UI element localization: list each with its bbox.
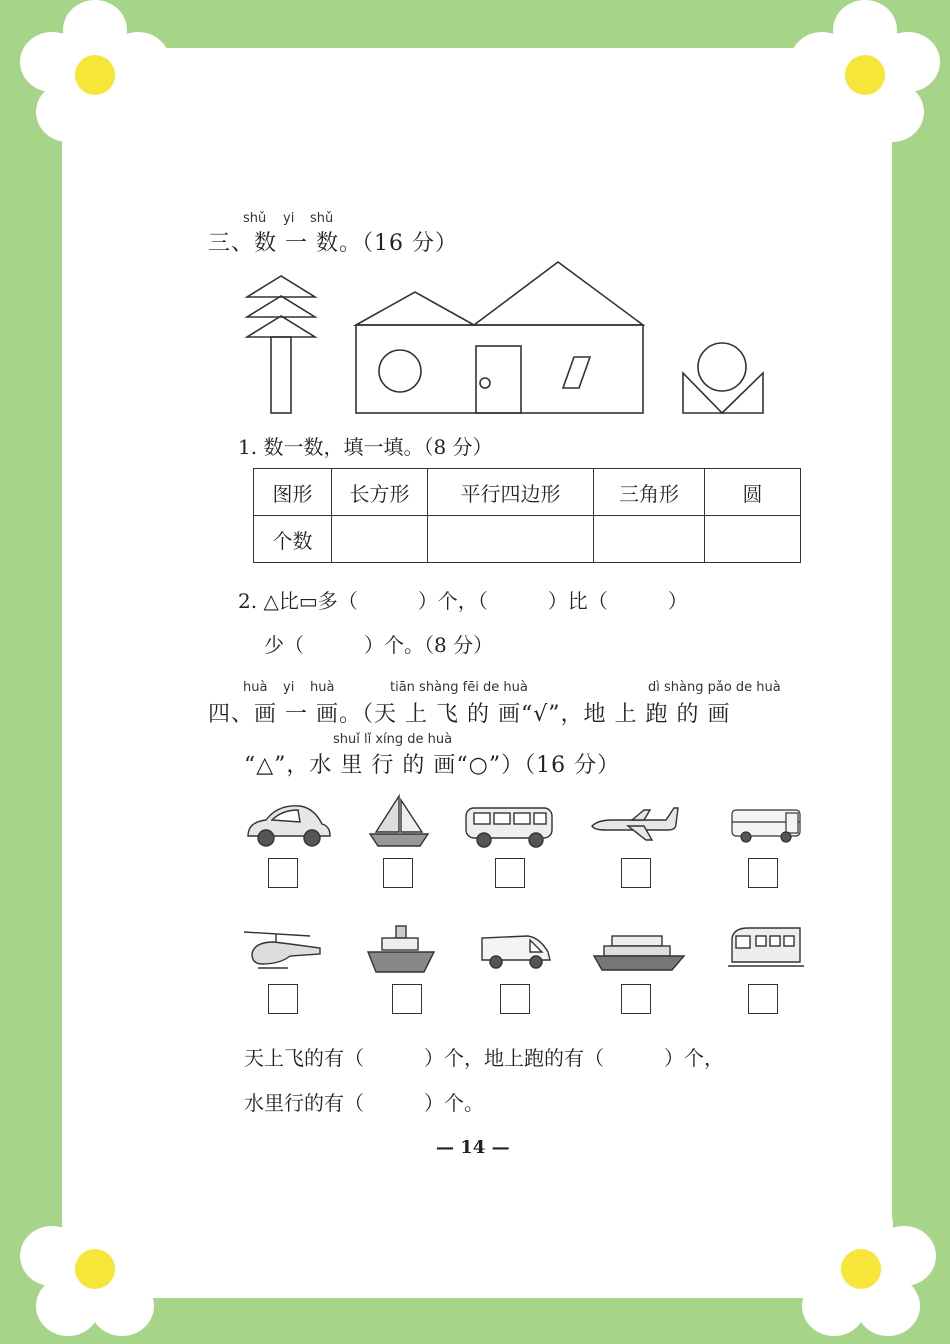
pinyin: shǔ — [243, 211, 267, 226]
answer-cell-triangle[interactable] — [594, 516, 705, 563]
summary-line-2: 水里行的有（ ）个。 — [244, 1091, 484, 1115]
flower-icon — [786, 1194, 936, 1344]
minibus-icon — [462, 802, 558, 850]
answer-box[interactable] — [500, 984, 530, 1014]
table-header: 平行四边形 — [428, 469, 594, 516]
flower-icon — [790, 0, 940, 150]
house-body — [356, 325, 643, 413]
table-header: 长方形 — [332, 469, 428, 516]
count-table — [253, 468, 801, 563]
pinyin: huà — [243, 680, 268, 695]
pinyin: tiān shàng fēi de huà — [390, 680, 528, 695]
answer-box[interactable] — [383, 858, 413, 888]
door-knob — [480, 378, 490, 388]
answer-cell-parallelogram[interactable] — [428, 516, 594, 563]
section-3-heading: 三、数 一 数。（16 分） — [208, 231, 458, 256]
page-number: — 14 — — [436, 1137, 510, 1158]
airplane-icon — [588, 804, 680, 844]
right-triangle-left — [683, 373, 722, 413]
window-parallelogram — [563, 357, 590, 388]
answer-box[interactable] — [621, 984, 651, 1014]
pinyin: shǔ — [310, 211, 334, 226]
tree-triangle-top — [247, 276, 315, 297]
answer-box[interactable] — [621, 858, 651, 888]
car-icon — [242, 800, 334, 850]
train-icon — [726, 922, 806, 974]
cruise-ship-icon — [592, 930, 686, 974]
door — [476, 346, 521, 413]
table-header: 三角形 — [594, 469, 705, 516]
section-4-heading: 四、画 一 画。（天 上 飞 的 画“√”，地 上 跑 的 画 — [208, 702, 731, 727]
answer-box[interactable] — [392, 984, 422, 1014]
question-2-line-2: 少（ ）个。（8 分） — [264, 633, 494, 657]
tree-trunk — [271, 337, 291, 413]
question-2-line-1: 2. △比▭多（ ）个，（ ）比（ ） — [238, 589, 688, 613]
flower-icon — [20, 0, 170, 150]
tree-triangle-middle — [247, 296, 315, 317]
right-circle — [698, 343, 746, 391]
bus-icon — [728, 804, 806, 846]
summary-line-1: 天上飞的有（ ）个，地上跑的有（ ）个， — [244, 1046, 724, 1070]
table-row-label: 个数 — [254, 516, 332, 563]
flower-icon — [20, 1194, 170, 1344]
pinyin: yi — [283, 680, 295, 695]
helicopter-icon — [240, 924, 326, 974]
table-header: 圆 — [705, 469, 801, 516]
window-circle — [379, 350, 421, 392]
van-icon — [478, 930, 554, 972]
pinyin: huà — [310, 680, 335, 695]
section-4-heading-line-2: “△”，水 里 行 的 画“○”）（16 分） — [244, 753, 621, 778]
sailboat-icon — [366, 792, 432, 850]
shapes-figure — [240, 258, 780, 418]
question-1-title: 1. 数一数，填一填。（8 分） — [238, 435, 493, 459]
answer-cell-circle[interactable] — [705, 516, 801, 563]
pinyin: dì shàng pǎo de huà — [648, 680, 781, 695]
answer-box[interactable] — [748, 858, 778, 888]
tree-triangle-bottom — [247, 316, 315, 337]
house-roof-left — [356, 292, 474, 325]
answer-box[interactable] — [268, 984, 298, 1014]
answer-cell-rectangle[interactable] — [332, 516, 428, 563]
house-roof-right — [474, 262, 643, 325]
answer-box[interactable] — [268, 858, 298, 888]
answer-box[interactable] — [748, 984, 778, 1014]
pinyin: shuǐ lǐ xíng de huà — [333, 732, 453, 747]
answer-box[interactable] — [495, 858, 525, 888]
ship-icon — [366, 922, 436, 976]
table-header: 图形 — [254, 469, 332, 516]
pinyin: yi — [283, 211, 295, 226]
